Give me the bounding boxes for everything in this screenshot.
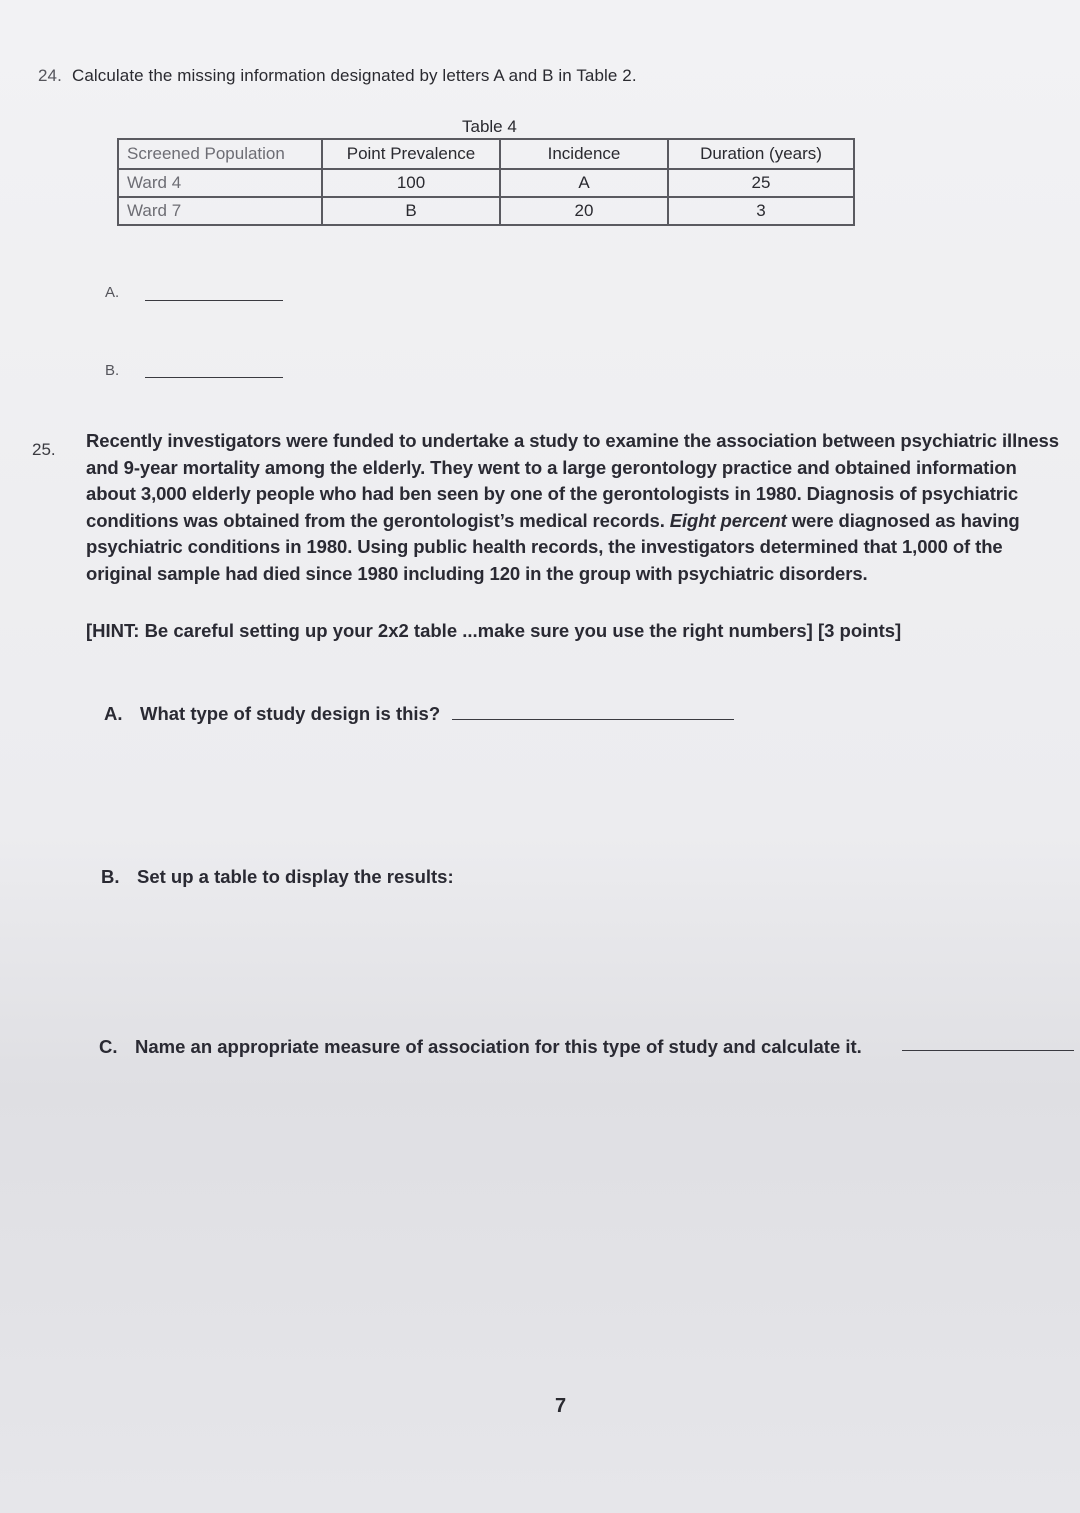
- question-25a-letter: A.: [104, 703, 123, 724]
- question-25-hint: [HINT: Be careful setting up your 2x2 table ...make sure you use the right numbers] [3 points]: [86, 620, 902, 641]
- question-25b-letter: B.: [101, 866, 120, 887]
- question-25-emphasis: Eight percent: [669, 509, 787, 531]
- cell-population: Ward 4: [118, 169, 322, 197]
- answer-25a-line[interactable]: [452, 719, 734, 720]
- cell-duration: 3: [668, 197, 854, 225]
- answer-b-label: B.: [105, 362, 120, 379]
- question-24-text: Calculate the missing information designated by letters A and B in Table 2.: [71, 66, 637, 85]
- cell-duration: 25: [668, 169, 854, 197]
- question-25-number: 25.: [32, 440, 56, 459]
- cell-prevalence: 100: [322, 169, 500, 197]
- table-header-row: [118, 139, 854, 169]
- cell-prevalence: B: [322, 197, 500, 225]
- answer-25c-line[interactable]: [902, 1050, 1074, 1051]
- answer-a-label: A.: [105, 284, 120, 301]
- table-caption: Table 4: [462, 117, 517, 136]
- header-incidence: Incidence: [500, 139, 668, 169]
- page-number: 7: [555, 1395, 567, 1417]
- question-25b: [101, 866, 454, 888]
- question-25-text-part2: were diagnosed as having psychiatric conditions in 1980. Using public health records, the investigators determined that 1,000 of the original sample had died since 1980 including 120 in the group with psychiatric disorders.: [86, 509, 1020, 584]
- table-row: [118, 197, 854, 225]
- question-25-text-part1: Recently investigators were funded to undertake a study to examine the association between psychiatric illness and 9-year mortality among the elderly. They went to a large gerontology practice and obtained information about 3,000 elderly people who had ben seen by one of the gerontologists in 1980. Diagnosis of psychiatric conditions was obtained from the gerontologist’s medical records.: [86, 430, 1059, 531]
- question-25a: [104, 703, 440, 725]
- cell-population: Ward 7: [118, 197, 322, 225]
- answer-a-line[interactable]: [145, 300, 283, 301]
- question-25c-text: Name an appropriate measure of association for this type of study and calculate it.: [135, 1036, 862, 1057]
- answer-b-line[interactable]: [145, 377, 283, 378]
- question-25a-text: What type of study design is this?: [140, 703, 441, 724]
- prevalence-table: [117, 138, 855, 226]
- question-25c: [99, 1036, 862, 1058]
- question-25-text: [86, 428, 1071, 587]
- header-screened-population: Screened Population: [118, 139, 322, 169]
- header-point-prevalence: Point Prevalence: [322, 139, 500, 169]
- cell-incidence: A: [500, 169, 668, 197]
- question-24-number: 24.: [38, 66, 62, 85]
- cell-incidence: 20: [500, 197, 668, 225]
- question-24-prompt: [38, 66, 637, 86]
- table-row: [118, 169, 854, 197]
- question-25c-letter: C.: [99, 1036, 118, 1057]
- header-duration: Duration (years): [668, 139, 854, 169]
- question-25b-text: Set up a table to display the results:: [137, 866, 454, 887]
